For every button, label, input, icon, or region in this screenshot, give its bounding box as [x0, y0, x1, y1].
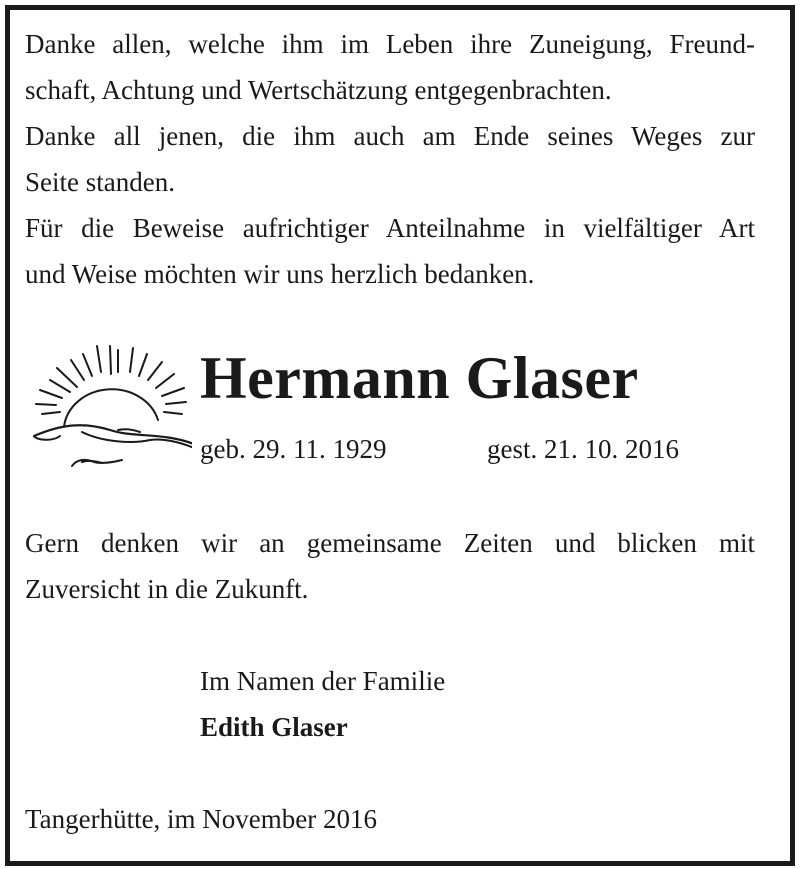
thanks-paragraph	[25, 21, 755, 297]
thanks-line: Danke all jenen, die ihm auch am Ende seines Weges zur	[25, 121, 755, 151]
thanks-line: Seite standen.	[25, 167, 175, 197]
thanks-line: Für die Beweise aufrichtiger Anteilnahme in vielfältiger Art	[25, 213, 755, 243]
family-preface: Im Namen der Familie	[200, 666, 446, 696]
thanks-line: schaft, Achtung und Wertschätzung entgegenbrachten.	[25, 75, 612, 105]
sunset-over-hills-icon	[22, 332, 192, 472]
birth-date: geb. 29. 11. 1929	[200, 434, 387, 464]
death-date: gest. 21. 10. 2016	[487, 434, 679, 464]
signer-name: Edith Glaser	[200, 712, 348, 742]
closing-paragraph	[25, 520, 755, 612]
closing-line: Zuversicht in die Zukunft.	[25, 574, 309, 604]
thanks-line: Danke allen, welche ihm im Leben ihre Zuneigung, Freund-	[25, 29, 755, 59]
deceased-name: Hermann Glaser	[200, 345, 639, 411]
thanks-line: und Weise möchten wir uns herzlich bedanken.	[25, 259, 535, 289]
place-date: Tangerhütte, im November 2016	[25, 804, 378, 834]
closing-line: Gern denken wir an gemeinsame Zeiten und blicken mit	[25, 528, 755, 558]
